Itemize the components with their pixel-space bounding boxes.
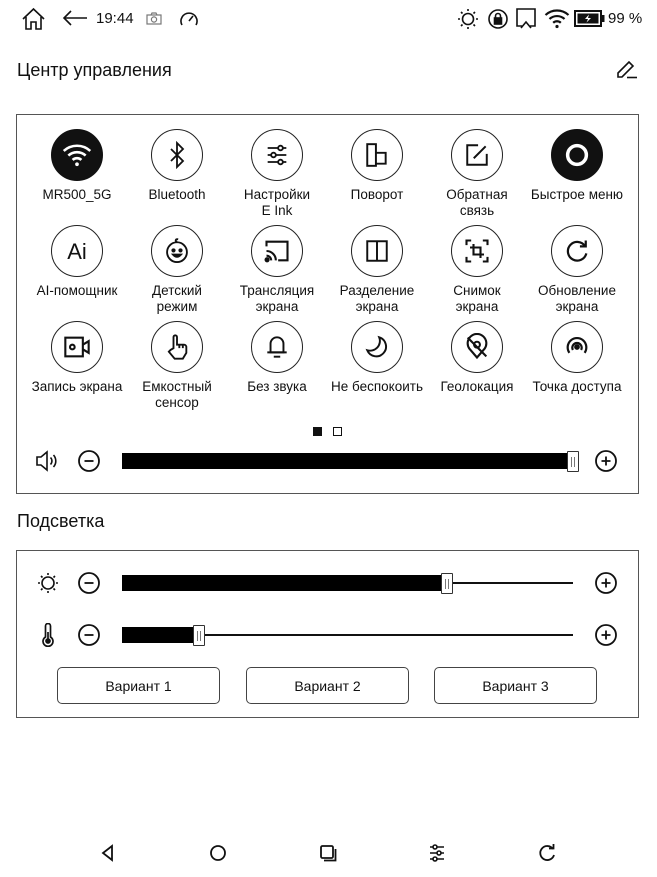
tile-refresh[interactable] (527, 225, 627, 315)
warmth-decrease-button[interactable] (77, 623, 101, 647)
warmth-slider[interactable] (122, 620, 573, 650)
touch-hand-icon (163, 333, 191, 361)
speaker-icon (35, 449, 59, 473)
screenshot-crop-icon (463, 237, 491, 265)
tile-bluetooth[interactable] (127, 129, 227, 203)
page-indicator (313, 427, 343, 439)
slider-fill (122, 575, 447, 591)
hotspot-icon (563, 333, 591, 361)
brightness-row (0, 568, 657, 598)
tile-label: Детский режим (152, 283, 202, 314)
tile-moon[interactable] (327, 321, 427, 395)
wifi-icon[interactable] (544, 8, 570, 29)
preset-2-button[interactable]: Вариант 2 (246, 667, 409, 704)
settings-sliders-icon[interactable] (425, 841, 449, 865)
tile-baby-face[interactable] (127, 225, 227, 315)
screen-record-icon (63, 334, 91, 360)
tile-location-off[interactable] (427, 321, 527, 395)
tile-toggle[interactable] (251, 129, 303, 181)
tile-toggle[interactable] (151, 129, 203, 181)
tile-label: Снимок экрана (453, 283, 501, 314)
split-screen-icon (364, 238, 390, 264)
tile-cast-screen[interactable] (227, 225, 327, 315)
rotate-screen-icon (364, 142, 390, 168)
tile-rotate-screen[interactable] (327, 129, 427, 203)
tile-label: Bluetooth (148, 187, 206, 202)
slider-thumb[interactable] (567, 451, 579, 472)
tile-toggle[interactable] (151, 225, 203, 277)
screenshot-camera-icon[interactable] (146, 12, 162, 25)
tile-touch-hand[interactable] (127, 321, 227, 411)
tile-toggle[interactable] (551, 129, 603, 181)
brightness-icon[interactable] (457, 8, 479, 30)
tile-toggle[interactable] (451, 225, 503, 277)
feedback-icon (464, 142, 490, 168)
tile-toggle[interactable] (551, 321, 603, 373)
ai-icon (62, 238, 92, 264)
tile-screen-record[interactable] (27, 321, 127, 395)
tile-label: Без звука (247, 379, 307, 394)
back-arrow-icon[interactable] (62, 9, 88, 27)
warmth-increase-button[interactable] (594, 623, 618, 647)
bluetooth-icon (165, 141, 189, 169)
slider-fill (122, 453, 573, 469)
tile-label: Разделение экрана (339, 283, 415, 314)
tile-toggle[interactable] (351, 225, 403, 277)
battery-percent: 99 % (608, 10, 643, 27)
tile-label: Настройки E Ink (243, 187, 311, 218)
tile-label: MR500_5G (42, 187, 112, 202)
refresh-icon (563, 237, 591, 265)
quick-menu-icon (562, 140, 592, 170)
home-circle-icon[interactable] (206, 841, 230, 865)
bell-icon (264, 333, 290, 361)
recents-icon[interactable] (316, 841, 340, 865)
tile-bell[interactable] (227, 321, 327, 395)
tile-label: Запись экрана (31, 379, 123, 394)
tile-toggle[interactable] (251, 321, 303, 373)
tile-toggle[interactable] (451, 321, 503, 373)
tile-hotspot[interactable] (527, 321, 627, 395)
tile-wifi[interactable] (27, 129, 127, 203)
tile-toggle[interactable] (251, 225, 303, 277)
tile-label: Трансляция экрана (239, 283, 315, 314)
tile-toggle[interactable] (451, 129, 503, 181)
brightness-slider[interactable] (122, 568, 573, 598)
thermometer-icon (36, 623, 60, 647)
cast-icon[interactable] (516, 8, 536, 29)
refresh-icon[interactable] (535, 841, 559, 865)
page-dot-2[interactable] (333, 427, 342, 436)
volume-decrease-button[interactable] (77, 449, 101, 473)
sun-icon (36, 571, 60, 595)
tile-label: Точка доступа (532, 379, 622, 394)
tile-toggle[interactable] (51, 129, 103, 181)
slider-fill (122, 627, 199, 643)
tile-label: Поворот (350, 187, 404, 202)
battery-charging-icon (574, 10, 606, 27)
tile-label: Геолокация (440, 379, 514, 394)
tile-ai[interactable] (27, 225, 127, 299)
tile-toggle[interactable] (51, 321, 103, 373)
volume-increase-button[interactable] (594, 449, 618, 473)
tile-label: Быстрое меню (530, 187, 624, 202)
svg-text:Ai: Ai (67, 239, 87, 264)
tile-sliders[interactable] (227, 129, 327, 219)
tile-split-screen[interactable] (327, 225, 427, 315)
page-dot-1[interactable] (313, 427, 322, 436)
preset-3-button[interactable]: Вариант 3 (434, 667, 597, 704)
rotation-lock-icon[interactable] (487, 8, 509, 30)
moon-icon (364, 334, 390, 360)
tile-label: Обновление экрана (538, 283, 616, 314)
brightness-increase-button[interactable] (594, 571, 618, 595)
status-bar (0, 0, 657, 38)
volume-slider[interactable] (122, 446, 573, 476)
tile-toggle[interactable] (151, 321, 203, 373)
tile-label: Не беспокоить (331, 379, 423, 394)
tile-toggle[interactable] (51, 225, 103, 277)
volume-row (0, 446, 657, 476)
sliders-icon (263, 141, 291, 169)
brightness-decrease-button[interactable] (77, 571, 101, 595)
preset-1-button[interactable]: Вариант 1 (57, 667, 220, 704)
control-center-title: Центр управления (17, 60, 172, 80)
wifi-icon (62, 142, 92, 168)
tile-quick-menu[interactable] (527, 129, 627, 203)
cast-screen-icon (263, 238, 291, 264)
pencil-icon[interactable] (615, 57, 639, 81)
location-off-icon (463, 333, 491, 361)
warmth-row (0, 620, 657, 650)
slider-thumb[interactable] (193, 625, 205, 646)
tile-toggle[interactable] (551, 225, 603, 277)
tile-toggle[interactable] (351, 129, 403, 181)
slider-thumb[interactable] (441, 573, 453, 594)
tile-label: Емкостный сенсор (142, 379, 212, 410)
speed-gauge-icon[interactable] (179, 10, 199, 27)
tile-feedback[interactable] (427, 129, 527, 219)
baby-face-icon (163, 237, 191, 265)
tile-label: Обратная связь (446, 187, 508, 218)
tile-screenshot-crop[interactable] (427, 225, 527, 315)
back-triangle-icon[interactable] (96, 841, 120, 865)
tile-toggle[interactable] (351, 321, 403, 373)
backlight-title: Подсветка (17, 511, 105, 531)
clock: 19:44 (96, 10, 134, 27)
home-icon[interactable] (21, 7, 46, 31)
tile-label: AI-помощник (36, 283, 118, 298)
